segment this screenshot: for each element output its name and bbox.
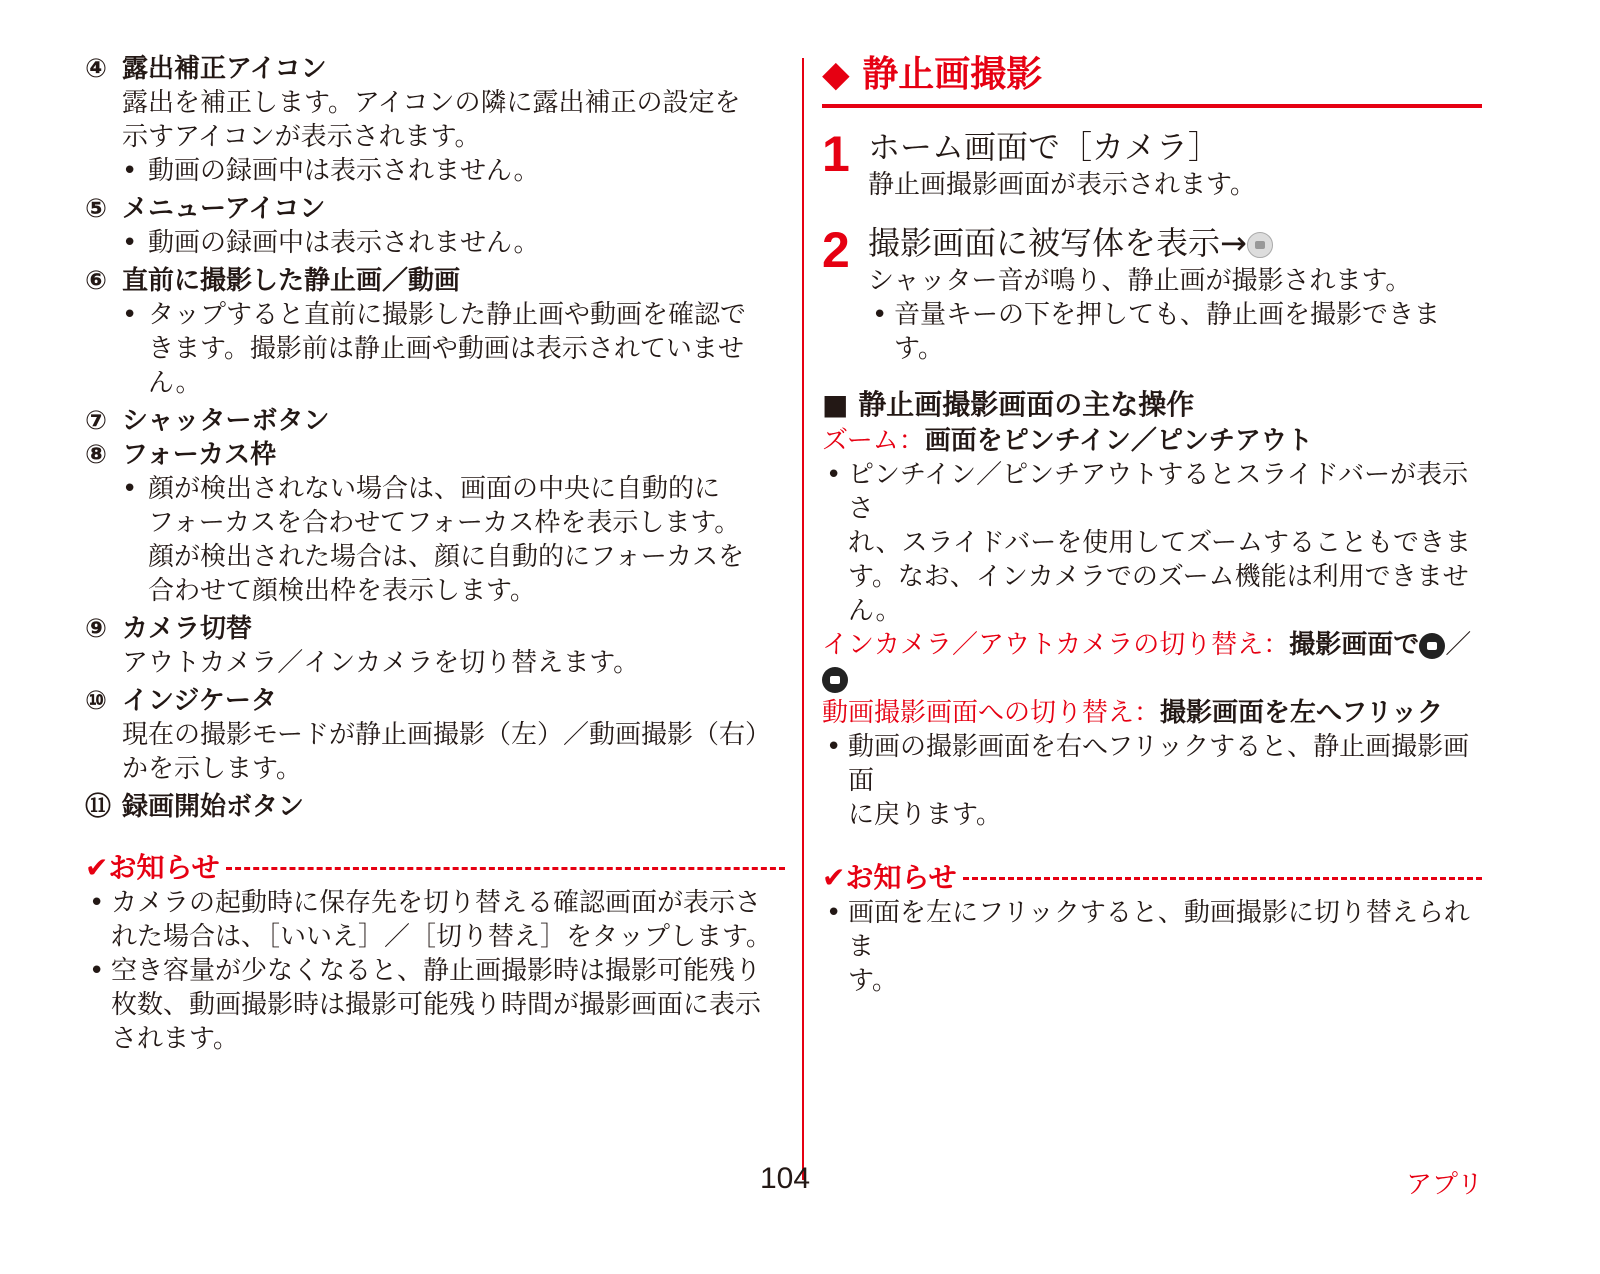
camera-switch-icon — [822, 667, 848, 693]
item-camera-switch — [85, 612, 785, 680]
item-desc: 露出を補正します。アイコンの隣に露出補正の設定を 示すアイコンが表示されます。 — [122, 88, 741, 152]
item-title: ⑧ フォーカス枠 — [85, 440, 277, 470]
page-number: 104 — [760, 1162, 811, 1195]
notice-bullet: • 画面を左にフリックすると、動画撮影に切り替えられま す。 — [822, 896, 1482, 998]
op-line: インカメラ／アウトカメラの切り替え：撮影画面で ／ — [822, 628, 1482, 696]
item-title: ⑤ メニューアイコン — [85, 194, 326, 224]
item-title: ④ 露出補正アイコン — [85, 54, 327, 84]
item-desc: アウトカメラ／インカメラを切り替えます。 — [122, 648, 640, 678]
item-title: ⑪ 録画開始ボタン — [85, 792, 305, 822]
item-title: ⑩ インジケータ — [85, 686, 277, 716]
op-zoom — [822, 424, 1482, 628]
op-video-switch — [822, 696, 1482, 832]
item-focus-frame — [85, 438, 785, 608]
op-bullet: • ピンチイン／ピンチアウトするとスライドバーが表示さ れ、スライドバーを使用してズームすることもできま す。なお、インカメラでのズーム機能は利用できませ ん。 — [822, 458, 1482, 628]
step-title: 撮影画面に被写体を表示→ — [868, 222, 1482, 264]
item-desc: 現在の撮影モードが静止画撮影（左）／動画撮影（右） かを示します。 — [122, 720, 771, 784]
right-column — [822, 52, 1482, 998]
item-title: ⑥ 直前に撮影した静止画／動画 — [85, 266, 461, 296]
column-divider — [802, 58, 804, 1180]
item-indicator — [85, 684, 785, 786]
item-exposure — [85, 52, 785, 188]
notice-right — [822, 856, 1482, 998]
op-bullet: • 動画の撮影画面を右へフリックすると、静止画撮影画面 に戻ります。 — [822, 730, 1482, 832]
step-2 — [822, 222, 1482, 366]
notice-heading: ✔お知らせ — [85, 846, 785, 886]
op-line: ズーム：画面をピンチイン／ピンチアウト — [822, 426, 1313, 456]
footer-section-label: アプリ — [1406, 1170, 1483, 1200]
item-last-shot — [85, 264, 785, 400]
item-shutter — [85, 404, 785, 438]
notice-heading: ✔お知らせ — [822, 856, 1482, 896]
item-bullet: • 動画の録画中は表示されません。 — [85, 226, 785, 260]
step-title: ホーム画面で［カメラ］ — [868, 128, 1221, 166]
item-bullet: • タップすると直前に撮影した静止画や動画を確認で きます。撮影前は静止画や動画は表示されていませ ん。 — [85, 298, 785, 400]
notice-bullet: • 空き容量が少なくなると、静止画撮影時は撮影可能残り 枚数、動画撮影時は撮影可能残り時間が撮影画面に表示 されます。 — [85, 954, 785, 1056]
notice-left — [85, 846, 785, 1056]
step-number: 2 — [822, 222, 850, 278]
item-title: ⑦ シャッターボタン — [85, 406, 330, 436]
op-line: 動画撮影画面への切り替え：撮影画面を左へフリック — [822, 698, 1444, 728]
step-1 — [822, 126, 1482, 202]
camera-switch-icon — [1419, 633, 1445, 659]
left-column — [85, 52, 785, 1056]
item-title: ⑨ カメラ切替 — [85, 614, 253, 644]
step-desc: 静止画撮影画面が表示されます。 — [868, 170, 1256, 200]
item-bullet: • 動画の録画中は表示されません。 — [85, 154, 785, 188]
notice-bullet: • カメラの起動時に保存先を切り替える確認画面が表示さ れた場合は、［いいえ］／［切り替え］をタップします。 — [85, 886, 785, 954]
step-number: 1 — [822, 126, 850, 182]
step-desc: シャッター音が鳴り、静止画が撮影されます。 — [868, 266, 1412, 296]
item-menu — [85, 192, 785, 260]
item-record-start — [85, 790, 785, 824]
shutter-icon — [1247, 232, 1273, 258]
section-title: ◆ 静止画撮影 — [822, 52, 1482, 108]
item-bullet: • 顔が検出されない場合は、画面の中央に自動的に フォーカスを合わせてフォーカス枠を表示します。 顔が検出された場合は、顔に自動的にフォーカスを 合わせて顔検出枠を表示します。 — [85, 472, 785, 608]
op-camera-switch — [822, 628, 1482, 696]
sub-heading: ■ 静止画撮影画面の主な操作 — [822, 388, 1195, 421]
step-bullet: • 音量キーの下を押しても、静止画を撮影できます。 — [868, 298, 1482, 366]
